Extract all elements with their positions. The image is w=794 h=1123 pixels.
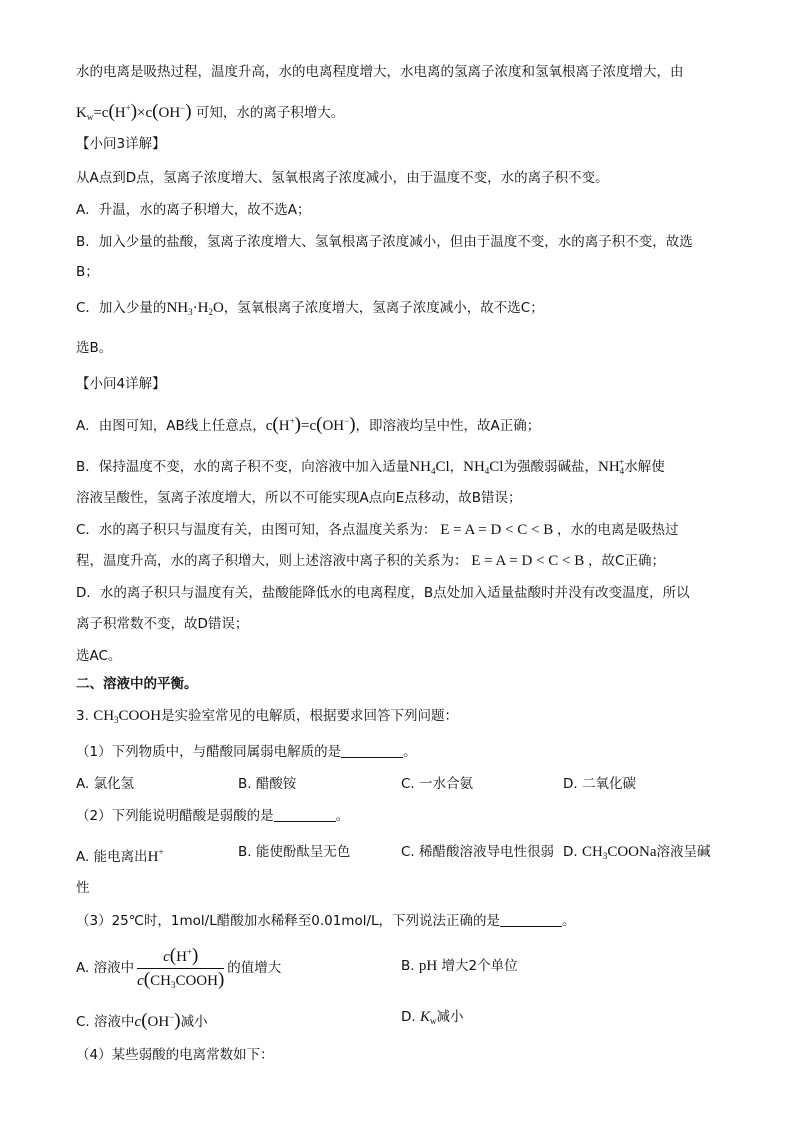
text-line-16: 离子积常数不变，故D错误；: [76, 616, 249, 632]
option-3-3-b-text: 增大2个单位: [441, 958, 518, 974]
nh4-ion-formula: $NH_4^+$: [597, 457, 625, 476]
question-3-3-options-ab: [76, 942, 734, 994]
question-3-stem: [76, 706, 734, 730]
option-3-2-d-text: 溶液呈碱: [656, 844, 711, 860]
text-line-11: [76, 452, 734, 481]
question-3-3-text: （3）25℃时，1mol/L醋酸加水稀释至0.01mol/L，下列说法正确的是: [76, 913, 501, 929]
option-3-1-a[interactable]: A. 氯化氢: [76, 776, 135, 792]
kw-symbol: $K_w$: [419, 1009, 437, 1026]
option-3-3-a-tail: 的值增大: [227, 960, 282, 976]
text-line-13-head: C．水的离子积只与温度有关，由图可知，各点温度关系为：: [76, 522, 437, 538]
text-line-13: [76, 520, 734, 540]
option-3-2-c[interactable]: C. 稀醋酸溶液导电性很弱: [401, 844, 555, 860]
text-line-9: 选B。: [76, 340, 113, 356]
text-line-11-head: B．保持温度不变，水的离子积不变，向溶液中加入适量: [76, 459, 410, 475]
option-3-3-a[interactable]: [76, 942, 281, 995]
question-3-2-text: （2）下列能说明醋酸是弱酸的是: [76, 808, 274, 824]
option-3-3-d-label: D.: [401, 1009, 416, 1025]
c-oh-formula: c(OH−): [134, 1010, 181, 1031]
question-3-4: （4）某些弱酸的电离常数如下：: [76, 1047, 274, 1063]
question-3-number: 3.: [76, 708, 89, 724]
text-line-2-tail: 可知，水的离子积增大。: [195, 105, 345, 121]
option-3-3-a-head: A. 溶液中: [76, 960, 135, 976]
text-line-11-comma: ，: [449, 459, 464, 475]
option-3-3-b[interactable]: [401, 956, 518, 976]
text-line-2: [76, 98, 734, 127]
question-3-3-options-cd: [76, 1007, 734, 1029]
text-line-7: B；: [76, 264, 99, 280]
text-line-10-tail: ，即溶液均呈中性，故A正确；: [355, 418, 541, 434]
text-line-13-tail: ，水的电离是吸热过: [556, 522, 679, 538]
text-line-17: 选AC。: [76, 648, 122, 664]
text-line-1: 水的电离是吸热过程，温度升高，水的电离程度增大，水电离的氢离子浓度和氢氧根离子浓度增大，由: [76, 64, 684, 80]
option-3-1-d[interactable]: D. 二氧化碳: [563, 776, 636, 792]
text-line-14: [76, 551, 734, 571]
text-line-4: 从A点到D点，氢离子浓度增大、氢氧根离子浓度减小，由于温度不变，水的离子积不变。: [76, 170, 609, 186]
question-3-1-end: 。: [403, 744, 417, 760]
nh4cl-formula-2: $NH_4Cl$: [463, 459, 504, 476]
nh3-h2o-formula: $NH_3\cdot H_2O$: [166, 300, 224, 317]
text-line-5: A．升温，水的离子积增大，故不选A；: [76, 202, 311, 218]
ch3coona-formula: $CH_3COONa$: [581, 844, 657, 861]
question-3-3: [76, 911, 734, 931]
text-line-11-tail: 水解使: [624, 459, 665, 475]
option-3-1-c[interactable]: C. 一水合氨: [401, 776, 474, 792]
ch3cooh-formula: $CH_3COOH$: [93, 708, 162, 725]
option-3-3-c[interactable]: [76, 1007, 208, 1032]
kw-formula: $K_w=c(H^+)\times c(OH^-)$: [76, 101, 192, 122]
text-line-10: [76, 411, 734, 436]
neutral-condition-formula: c(H+)=c(OH−): [265, 414, 356, 435]
text-line-8-head: C．加入少量的: [76, 300, 167, 316]
nh4cl-formula-1: $NH_4Cl$: [409, 459, 450, 476]
question-3-2-end: 。: [335, 808, 350, 824]
question-3-2-options: [76, 842, 734, 865]
option-3-1-b[interactable]: B. 醋酸铵: [238, 776, 297, 792]
option-3-2-d-label: D.: [563, 844, 578, 860]
question-3-2: [76, 806, 734, 826]
text-line-14-tail: ，故C正确；: [588, 553, 665, 569]
option-3-3-c-head: C. 溶液中: [76, 1014, 135, 1030]
option-3-3-d-text: 减小: [436, 1009, 464, 1025]
temperature-relation-formula: E = A = D < C < B: [436, 522, 557, 538]
question-3-3-end: 。: [562, 913, 576, 929]
ion-product-relation-formula: E = A = D < C < B: [467, 553, 589, 569]
question-3-1-text: （1）下列物质中，与醋酸同属弱电解质的是: [76, 744, 342, 760]
option-3-2-a-text: A. 能电离出: [76, 849, 148, 865]
heading-sub-question-3: 【小问3详解】: [76, 136, 166, 152]
answer-blank-3-2[interactable]: [274, 807, 336, 822]
text-line-8: [76, 298, 734, 322]
answer-blank-3-1[interactable]: [341, 743, 403, 758]
option-3-2-b[interactable]: B. 能使酚酞呈无色: [238, 844, 351, 860]
concentration-ratio-fraction: $\frac{c(H^+)}{c(CH_3COOH)}$: [137, 942, 224, 995]
option-3-2-d[interactable]: [563, 842, 711, 866]
text-line-6: B．加入少量的盐酸，氢离子浓度增大、氢氧根离子浓度减小，但由于温度不变，水的离子积不变，故选: [76, 234, 693, 250]
text-line-10-head: A．由图可知，AB线上任意点，: [76, 418, 266, 434]
ph-symbol: pH: [418, 958, 438, 974]
question-3-2-wrap: 性: [76, 880, 90, 896]
option-3-3-d[interactable]: [401, 1007, 464, 1031]
question-3-1: [76, 742, 734, 762]
text-line-11-mid: 为强酸弱碱盐，: [503, 459, 598, 475]
question-3-1-options: [76, 774, 734, 794]
text-line-15: D．水的离子积只与温度有关，盐酸能降低水的电离程度，B点处加入适量盐酸时并没有改变温度，所以: [76, 585, 690, 601]
section-heading-2: 二、溶液中的平衡。: [76, 676, 198, 692]
question-3-stem-tail: 是实验室常见的电解质，根据要求回答下列问题：: [161, 708, 459, 724]
option-3-3-c-tail: 减小: [180, 1014, 208, 1030]
text-line-14-head: 程，温度升高，水的离子积增大，则上述溶液中离子积的关系为：: [76, 553, 468, 569]
option-3-3-b-label: B.: [401, 958, 415, 974]
text-line-12: 溶液呈酸性，氢离子浓度增大，所以不可能实现A点向E点移动，故B错误；: [76, 490, 522, 506]
text-line-8-tail: ，氢氧根离子浓度增大，氢离子浓度减小，故不选C；: [223, 300, 544, 316]
answer-blank-3-3[interactable]: [500, 912, 562, 927]
heading-sub-question-4: 【小问4详解】: [76, 376, 166, 392]
option-3-2-a[interactable]: A. 能电离出H+: [76, 847, 164, 865]
